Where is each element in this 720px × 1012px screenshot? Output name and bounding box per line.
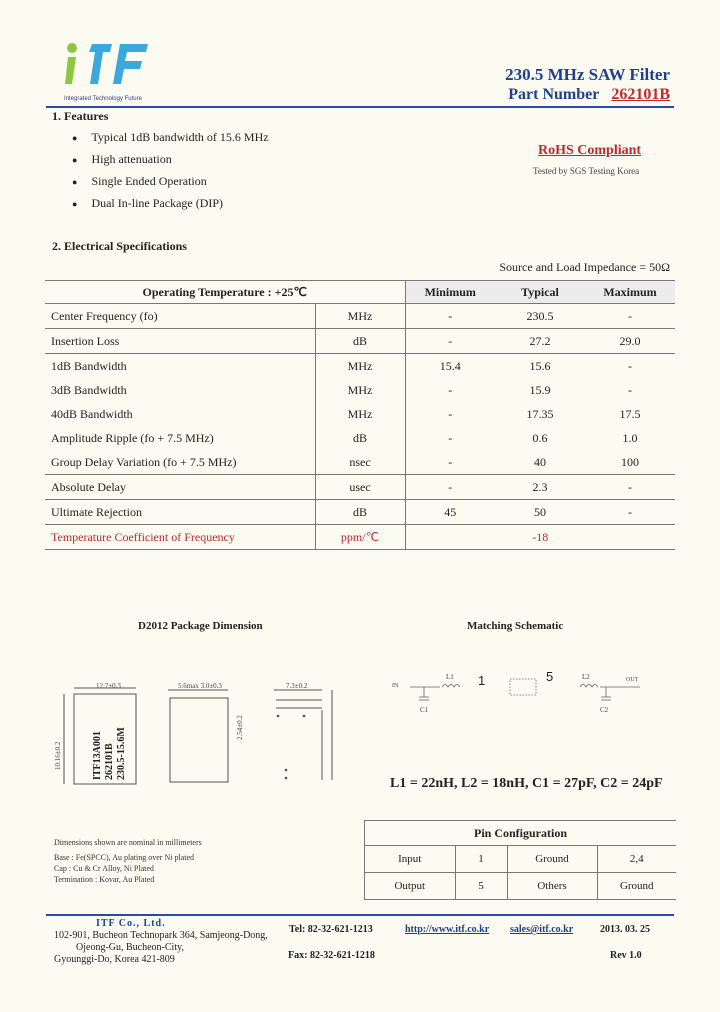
- schematic-label: OUT: [626, 677, 639, 683]
- tcf-row: [45, 525, 675, 550]
- footer-fax: Fax: 82-32-621-1218: [288, 950, 375, 961]
- list-item: ● Typical 1dB bandwidth of 15.6 MHz: [72, 130, 269, 144]
- dim-label: 7.3±0.2: [286, 682, 308, 690]
- bullet-icon: ●: [72, 155, 78, 165]
- list-item: ● High attenuation: [72, 152, 172, 166]
- schematic-label: L1: [446, 673, 454, 681]
- tcf-param: Temperature Coefficient of Frequency: [45, 525, 315, 550]
- bullet-icon: ●: [72, 177, 78, 187]
- footer-divider: [46, 914, 674, 916]
- table-row: Absolute Delay usec - 2.3 -: [45, 475, 675, 500]
- table-row: Amplitude Ripple (fo + 7.5 MHz) dB - 0.6 1.0: [45, 426, 675, 450]
- electrical-heading: 2. Electrical Specifications: [52, 239, 187, 253]
- package-heading: D2012 Package Dimension: [138, 620, 263, 632]
- schematic-label: IN: [392, 683, 399, 689]
- dim-label: 5.6max 3.0±0.3: [178, 682, 222, 690]
- tcf-typ: -18: [405, 525, 675, 550]
- features-heading: 1. Features: [52, 109, 109, 123]
- dim-label: 10.16±0.2: [54, 741, 62, 770]
- package-marking: ITF13A001 262101B 230.5-15.6M: [92, 727, 127, 780]
- table-row: Output 5 Others Ground: [365, 873, 676, 900]
- spec-header-row: [45, 281, 675, 304]
- spec-header-condition: Operating Temperature : +25℃: [45, 281, 405, 304]
- package-drawing: [54, 680, 350, 790]
- bullet-icon: ●: [72, 133, 78, 143]
- table-row: Ultimate Rejection dB 45 50 -: [45, 500, 675, 525]
- table-row: Center Frequency (fo) MHz - 230.5 -: [45, 304, 675, 329]
- pin-label: 1: [478, 673, 486, 688]
- company-logo: [62, 40, 154, 98]
- pin-config-box: [364, 820, 676, 900]
- matching-values: L1 = 22nH, L2 = 18nH, C1 = 27pF, C2 = 24pF: [390, 776, 663, 791]
- part-number: [380, 86, 670, 104]
- list-item: ● Dual In-line Package (DIP): [72, 196, 224, 210]
- table-row: Input 1 Ground 2,4: [365, 846, 676, 873]
- table-row: 3dB Bandwidth MHz - 15.9 -: [45, 378, 675, 402]
- header-divider: [46, 106, 674, 108]
- table-row: 40dB Bandwidth MHz - 17.35 17.5: [45, 402, 675, 426]
- list-item: ● Single Ended Operation: [72, 174, 207, 188]
- pin-config-heading: Pin Configuration: [473, 826, 567, 840]
- matching-schematic: [390, 665, 675, 720]
- pin-config-table: [365, 845, 676, 900]
- rohs-note: Tested by SGS Testing Korea: [533, 166, 640, 176]
- logo-tagline: Integrated Technology Future: [64, 96, 142, 102]
- pin-label: 5: [546, 669, 554, 684]
- spec-table: [45, 280, 675, 550]
- schematic-label: L2: [582, 673, 590, 681]
- part-number-value: 262101B: [611, 86, 670, 103]
- company-name: ITF Co., Ltd.: [96, 918, 166, 929]
- spec-header-max: Maximum: [585, 281, 675, 304]
- table-row: Insertion Loss dB - 27.2 29.0: [45, 329, 675, 354]
- features-list: [72, 128, 269, 216]
- schematic-label: C1: [420, 706, 429, 714]
- tcf-unit: ppm/℃: [315, 525, 405, 550]
- matching-heading: Matching Schematic: [467, 620, 564, 632]
- table-row: Group Delay Variation (fo + 7.5 MHz) nsec - 40 100: [45, 450, 675, 475]
- website-link[interactable]: http://www.itf.co.kr: [405, 924, 490, 935]
- email-link[interactable]: sales@itf.co.kr: [510, 924, 574, 935]
- dim-label: 12.7±0.3: [96, 682, 121, 690]
- package-notes: Dimensions shown are nominal in millimeters Base : Fe(SPCC), Au plating over Ni plated Cap : Cu & Cr Alloy, Ni Plated Termination : Kovar, Au Plated: [54, 838, 202, 884]
- rohs-label: RoHS Compliant: [538, 143, 642, 158]
- footer-company: ITF Co., Ltd. 102-901, Bucheon Technopark 364, Samjeong-Dong, Ojeong-Gu, Bucheon-City, Gyounggi-Do, Korea 421-809: [54, 918, 268, 965]
- part-number-label: Part Number: [508, 86, 600, 103]
- spec-header-min: Minimum: [405, 281, 495, 304]
- footer-rev: Rev 1.0: [610, 950, 642, 961]
- impedance-note: Source and Load Impedance = 50Ω: [499, 260, 670, 274]
- document-title: 230.5 MHz SAW Filter: [505, 65, 670, 84]
- footer-tel: Tel: 82-32-621-1213: [289, 924, 373, 935]
- footer-date: 2013. 03. 25: [600, 924, 650, 935]
- schematic-label: C2: [600, 706, 609, 714]
- spec-header-typ: Typical: [495, 281, 585, 304]
- bullet-icon: ●: [72, 199, 78, 209]
- dim-label: 2.54±0.2: [236, 715, 244, 740]
- table-row: 1dB Bandwidth MHz 15.4 15.6 -: [45, 354, 675, 379]
